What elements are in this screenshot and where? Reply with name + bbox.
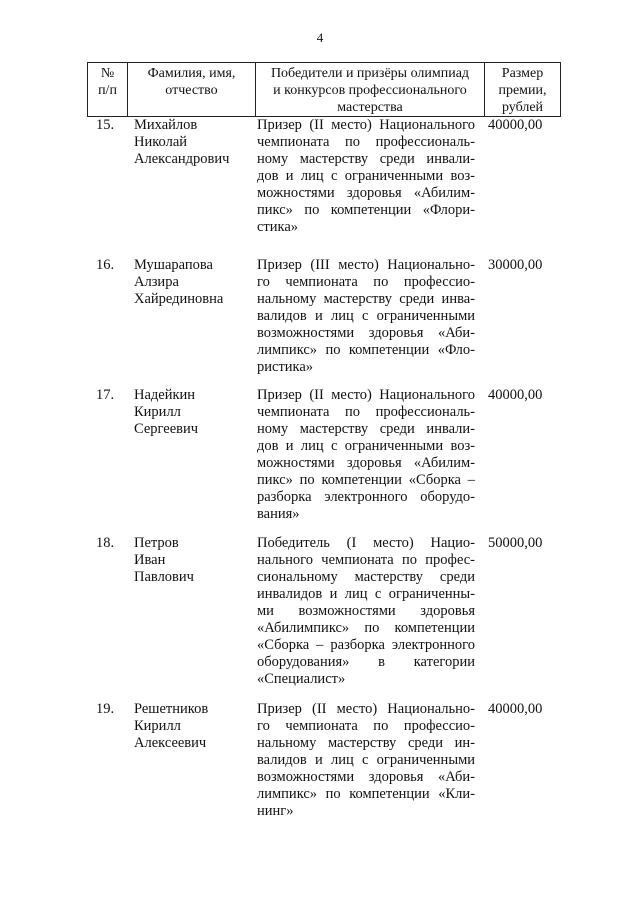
person-name	[134, 701, 252, 752]
row-number: 17.	[96, 387, 115, 403]
award-description	[257, 117, 475, 236]
description-line: ристика»	[257, 359, 314, 375]
name-line: Мушарапова	[134, 257, 213, 273]
description-line: пикс» по компетенции «Флори-	[257, 202, 475, 218]
prize-amount: 40000,00	[488, 387, 543, 403]
prize-amount: 40000,00	[488, 117, 543, 133]
description-line: дов и лиц с ограниченными воз-	[257, 168, 475, 184]
header-amount-column	[485, 63, 561, 117]
row-number: 16.	[96, 257, 115, 273]
description-line: «Специалист»	[257, 671, 346, 687]
description-line: валидов и лиц с ограниченными	[257, 308, 475, 324]
description-line: инвалидов и лиц с ограниченны-	[257, 586, 475, 602]
description-line: го чемпионата по профессио-	[257, 274, 475, 290]
row-number: 18.	[96, 535, 115, 551]
description-line: можностями здоровья «Абилим-	[257, 455, 475, 471]
header-description-line: мастерства	[337, 100, 403, 115]
prize-amount: 50000,00	[488, 535, 543, 551]
header-number-line: п/п	[98, 83, 117, 98]
description-line: Призер (II место) Национально-	[257, 701, 475, 717]
description-line: ми возможностями здоровья	[257, 603, 475, 619]
description-line: чемпионата по профессиональ-	[257, 404, 475, 420]
prize-amount: 40000,00	[488, 701, 543, 717]
description-line: лимпикс» по компетенции «Кли-	[257, 786, 475, 802]
description-line: оборудования» в категории	[257, 654, 475, 670]
description-line: валидов и лиц с ограниченными	[257, 752, 475, 768]
award-description	[257, 535, 475, 688]
description-line: чемпионата по профессиональ-	[257, 134, 475, 150]
award-description	[257, 701, 475, 820]
header-name-column	[128, 63, 256, 117]
person-name	[134, 257, 252, 308]
prize-amount: 30000,00	[488, 257, 543, 273]
description-line: разборка электронного оборудо-	[257, 489, 475, 505]
row-number: 15.	[96, 117, 115, 133]
header-number-line: №	[100, 66, 115, 81]
description-line: «Абилимпикс» по компетенции	[257, 620, 475, 636]
header-name-line: Фамилия, имя,	[147, 66, 236, 81]
description-line: дов и лиц с ограниченными воз-	[257, 438, 475, 454]
name-line: Решетников	[134, 701, 209, 717]
description-line: Призер (II место) Национального	[257, 117, 475, 133]
header-amount-line: Размер	[501, 66, 544, 81]
description-line: сиональному мастерству среди	[257, 569, 475, 585]
description-line: возможностями здоровья «Аби-	[257, 325, 475, 341]
header-amount-line: рублей	[501, 100, 544, 115]
description-line: ному мастерству среди инвали-	[257, 421, 475, 437]
name-line: Кирилл	[134, 404, 181, 420]
name-line: Алексеевич	[134, 735, 207, 751]
person-name	[134, 535, 252, 586]
award-description	[257, 387, 475, 523]
header-description-column	[256, 63, 485, 117]
header-description-line: и конкурсов профессионального	[273, 83, 467, 98]
description-line: можностями здоровья «Абилим-	[257, 185, 475, 201]
name-line: Иван	[134, 552, 166, 568]
description-line: нального чемпионата по профес-	[257, 552, 475, 568]
description-line: нинг»	[257, 803, 294, 819]
header-number-column	[88, 63, 128, 117]
description-line: «Сборка – разборка электронного	[257, 637, 475, 653]
description-line: Призер (III место) Национально-	[257, 257, 475, 273]
description-line: нальному мастерству среди инва-	[257, 291, 475, 307]
name-line: Александрович	[134, 151, 230, 167]
name-line: Николай	[134, 134, 188, 150]
header-description-line: Победители и призёры олимпиад	[270, 66, 470, 81]
description-line: го чемпионата по профессио-	[257, 718, 475, 734]
description-line: вания»	[257, 506, 300, 522]
description-line: ному мастерству среди инвали-	[257, 151, 475, 167]
description-line: нальному мастерству среди ин-	[257, 735, 475, 751]
table-header	[87, 62, 561, 117]
name-line: Хайрединовна	[134, 291, 224, 307]
name-line: Надейкин	[134, 387, 196, 403]
description-line: лимпикс» по компетенции «Фло-	[257, 342, 475, 358]
name-line: Михайлов	[134, 117, 198, 133]
name-line: Павлович	[134, 569, 194, 585]
header-amount-line: премии,	[498, 83, 547, 98]
award-description	[257, 257, 475, 376]
name-line: Сергеевич	[134, 421, 199, 437]
description-line: Победитель (I место) Нацио-	[257, 535, 475, 551]
person-name	[134, 387, 252, 438]
name-line: Кирилл	[134, 718, 181, 734]
description-line: возможностями здоровья «Аби-	[257, 769, 475, 785]
description-line: стика»	[257, 219, 299, 235]
person-name	[134, 117, 252, 168]
name-line: Алзира	[134, 274, 179, 290]
name-line: Петров	[134, 535, 179, 551]
page-number: 4	[316, 30, 324, 45]
description-line: пикс» по компетенции «Сборка –	[257, 472, 475, 488]
header-name-line: отчество	[165, 83, 218, 98]
row-number: 19.	[96, 701, 115, 717]
description-line: Призер (II место) Национального	[257, 387, 475, 403]
